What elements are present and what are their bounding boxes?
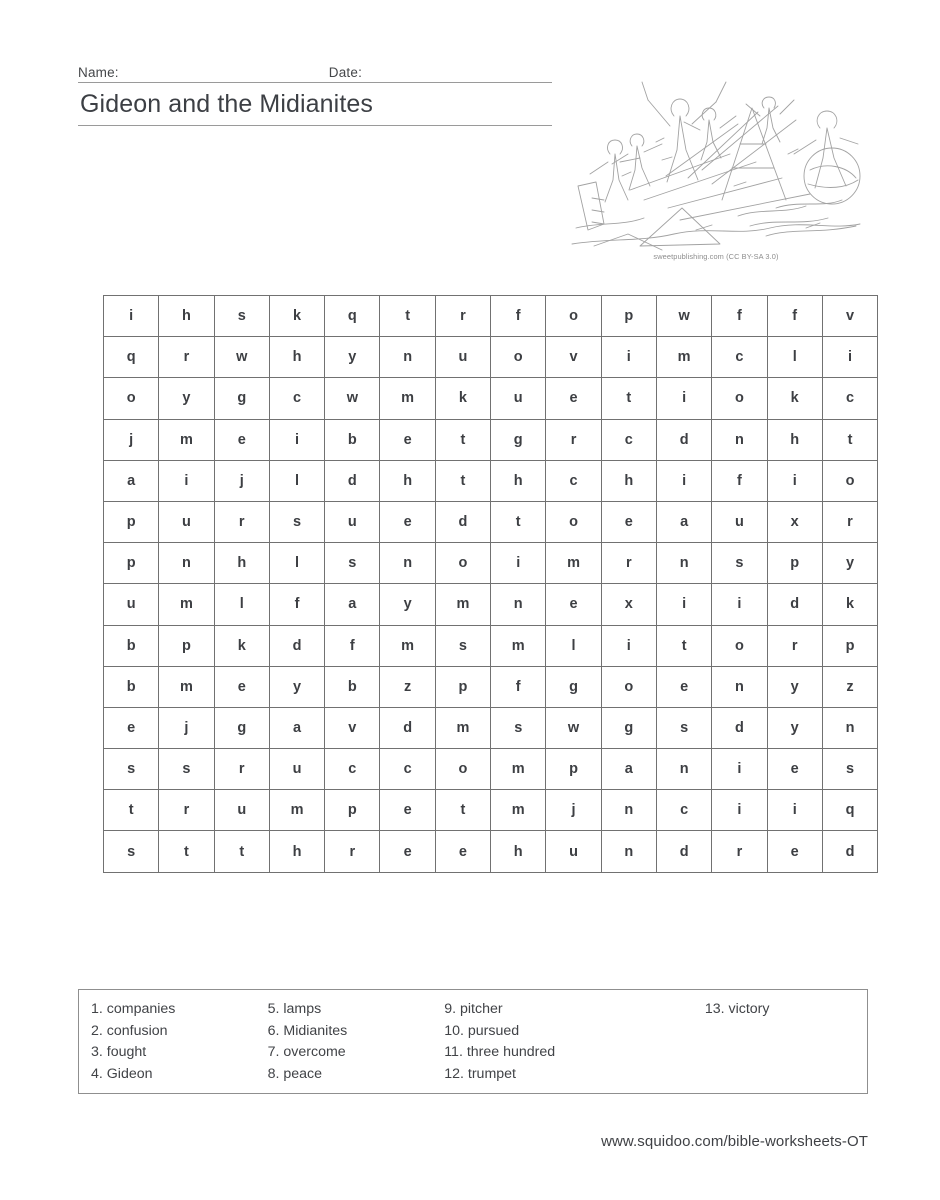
- word-search-cell[interactable]: j: [104, 419, 159, 460]
- word-search-cell[interactable]: f: [491, 296, 546, 337]
- word-search-cell[interactable]: r: [325, 831, 380, 872]
- word-search-cell[interactable]: i: [491, 543, 546, 584]
- word-search-cell[interactable]: u: [214, 790, 269, 831]
- word-list-column-2: [268, 999, 445, 1085]
- word-search-cell[interactable]: l: [767, 337, 822, 378]
- word-search-cell[interactable]: n: [380, 543, 435, 584]
- word-search-cell[interactable]: t: [214, 831, 269, 872]
- word-search-cell[interactable]: k: [822, 584, 877, 625]
- word-search-cell[interactable]: y: [767, 666, 822, 707]
- word-search-cell[interactable]: q: [104, 337, 159, 378]
- word-list-item: 13. victory: [704, 1001, 770, 1017]
- title-rule: [78, 125, 552, 126]
- word-list-item: 12. trumpet: [444, 1065, 516, 1082]
- word-list-column-1: [91, 999, 268, 1085]
- illustration-credit: sweetpublishing.com (CC BY-SA 3.0): [653, 252, 779, 261]
- word-search-cell[interactable]: q: [822, 790, 877, 831]
- word-search-cell[interactable]: t: [491, 501, 546, 542]
- word-search-cell[interactable]: k: [767, 378, 822, 419]
- word-search-cell[interactable]: t: [435, 419, 490, 460]
- word-search-cell[interactable]: u: [435, 337, 490, 378]
- word-search-cell[interactable]: s: [491, 707, 546, 748]
- word-search-cell[interactable]: e: [380, 419, 435, 460]
- word-search-cell[interactable]: e: [767, 831, 822, 872]
- word-search-cell[interactable]: u: [325, 501, 380, 542]
- word-list-item: 6. Midianites: [267, 1022, 348, 1039]
- word-search-cell[interactable]: o: [491, 337, 546, 378]
- word-search-cell[interactable]: a: [656, 501, 711, 542]
- word-search-cell[interactable]: i: [712, 749, 767, 790]
- word-search-cell[interactable]: m: [546, 543, 601, 584]
- word-search-cell[interactable]: m: [380, 378, 435, 419]
- word-search-cell[interactable]: w: [656, 296, 711, 337]
- word-search-cell[interactable]: n: [601, 790, 656, 831]
- word-search-cell[interactable]: d: [767, 584, 822, 625]
- word-search-cell[interactable]: d: [712, 707, 767, 748]
- word-search-cell[interactable]: n: [712, 666, 767, 707]
- word-search-cell[interactable]: e: [214, 419, 269, 460]
- illustration-block: [570, 58, 862, 270]
- word-search-cell[interactable]: b: [325, 666, 380, 707]
- word-search-cell[interactable]: j: [214, 460, 269, 501]
- word-search-cell[interactable]: t: [380, 296, 435, 337]
- word-search-cell[interactable]: a: [269, 707, 324, 748]
- word-search-row: [104, 831, 878, 872]
- word-search-cell[interactable]: y: [767, 707, 822, 748]
- word-search-cell[interactable]: e: [104, 707, 159, 748]
- word-list-item: 1. companies: [91, 1001, 176, 1017]
- word-search-cell[interactable]: n: [656, 749, 711, 790]
- word-search-row: [104, 666, 878, 707]
- word-search-cell[interactable]: c: [822, 378, 877, 419]
- word-search-cell[interactable]: s: [325, 543, 380, 584]
- word-search-row: [104, 584, 878, 625]
- word-search-cell[interactable]: y: [159, 378, 214, 419]
- word-search-cell[interactable]: d: [380, 707, 435, 748]
- word-search-cell[interactable]: h: [214, 543, 269, 584]
- word-search-cell[interactable]: m: [159, 666, 214, 707]
- word-search-cell[interactable]: g: [601, 707, 656, 748]
- word-search-cell[interactable]: c: [712, 337, 767, 378]
- word-list-box: [78, 989, 868, 1094]
- word-search-cell[interactable]: i: [269, 419, 324, 460]
- word-search-cell[interactable]: w: [325, 378, 380, 419]
- word-search-cell[interactable]: x: [601, 584, 656, 625]
- word-search-cell[interactable]: f: [712, 296, 767, 337]
- word-search-cell[interactable]: t: [601, 378, 656, 419]
- word-search-cell[interactable]: n: [601, 831, 656, 872]
- word-search-cell[interactable]: k: [269, 296, 324, 337]
- word-search-cell[interactable]: o: [822, 460, 877, 501]
- word-search-cell[interactable]: c: [656, 790, 711, 831]
- word-search-cell[interactable]: p: [104, 543, 159, 584]
- word-search-row: [104, 543, 878, 584]
- word-search-cell[interactable]: r: [822, 501, 877, 542]
- word-search-cell[interactable]: m: [656, 337, 711, 378]
- word-search-grid-body: [104, 296, 878, 873]
- word-search-cell[interactable]: c: [269, 378, 324, 419]
- word-search-cell[interactable]: m: [159, 584, 214, 625]
- word-search-cell[interactable]: a: [601, 749, 656, 790]
- word-search-cell[interactable]: e: [380, 790, 435, 831]
- word-search-cell[interactable]: o: [712, 625, 767, 666]
- word-search-cell[interactable]: f: [767, 296, 822, 337]
- word-search-cell[interactable]: p: [767, 543, 822, 584]
- word-search-cell[interactable]: b: [104, 625, 159, 666]
- word-search-cell[interactable]: h: [767, 419, 822, 460]
- word-search-cell[interactable]: n: [712, 419, 767, 460]
- word-list-item: 5. lamps: [267, 1001, 322, 1017]
- battle-scene-illustration: [570, 58, 862, 254]
- word-search-cell[interactable]: d: [656, 831, 711, 872]
- word-search-row: [104, 460, 878, 501]
- word-list-item: 8. peace: [267, 1065, 323, 1082]
- word-search-cell[interactable]: r: [546, 419, 601, 460]
- word-search-cell[interactable]: i: [601, 337, 656, 378]
- word-search-cell[interactable]: e: [656, 666, 711, 707]
- word-search-cell[interactable]: o: [435, 543, 490, 584]
- word-search-cell[interactable]: i: [656, 460, 711, 501]
- word-search-cell[interactable]: p: [435, 666, 490, 707]
- word-search-cell[interactable]: t: [435, 790, 490, 831]
- name-label: Name:: [78, 65, 119, 80]
- word-search-cell[interactable]: k: [214, 625, 269, 666]
- word-search-cell[interactable]: r: [214, 749, 269, 790]
- word-search-cell[interactable]: r: [159, 337, 214, 378]
- word-search-cell[interactable]: x: [767, 501, 822, 542]
- word-search-cell[interactable]: f: [712, 460, 767, 501]
- word-search-cell[interactable]: j: [159, 707, 214, 748]
- word-search-cell[interactable]: r: [601, 543, 656, 584]
- word-search-cell[interactable]: w: [214, 337, 269, 378]
- word-search-cell[interactable]: a: [104, 460, 159, 501]
- word-search-cell[interactable]: s: [656, 707, 711, 748]
- word-search-cell[interactable]: c: [546, 460, 601, 501]
- word-list-item: 10. pursued: [444, 1022, 520, 1039]
- word-search-cell[interactable]: t: [159, 831, 214, 872]
- name-date-row: [78, 58, 552, 82]
- word-search-cell[interactable]: m: [269, 790, 324, 831]
- word-list-item: 11. three hundred: [444, 1044, 556, 1060]
- word-search-cell[interactable]: t: [435, 460, 490, 501]
- word-search-cell[interactable]: n: [656, 543, 711, 584]
- word-search-cell[interactable]: y: [380, 584, 435, 625]
- word-search-cell[interactable]: p: [325, 790, 380, 831]
- word-search-cell[interactable]: t: [104, 790, 159, 831]
- word-search-cell[interactable]: p: [601, 296, 656, 337]
- word-search-cell[interactable]: c: [601, 419, 656, 460]
- word-search-cell[interactable]: i: [822, 337, 877, 378]
- word-search-cell[interactable]: i: [656, 584, 711, 625]
- word-search-cell[interactable]: k: [435, 378, 490, 419]
- word-search-cell[interactable]: l: [269, 543, 324, 584]
- word-search-cell[interactable]: u: [159, 501, 214, 542]
- word-search-row: [104, 501, 878, 542]
- word-search-cell[interactable]: u: [712, 501, 767, 542]
- word-search-cell[interactable]: c: [325, 749, 380, 790]
- word-search-cell[interactable]: z: [380, 666, 435, 707]
- word-search-cell[interactable]: o: [104, 378, 159, 419]
- word-search-cell[interactable]: o: [546, 296, 601, 337]
- word-search-cell[interactable]: h: [491, 831, 546, 872]
- word-search-cell[interactable]: i: [712, 584, 767, 625]
- word-search-cell[interactable]: r: [435, 296, 490, 337]
- word-search-cell[interactable]: i: [601, 625, 656, 666]
- word-search-cell[interactable]: q: [325, 296, 380, 337]
- word-search-cell[interactable]: e: [380, 501, 435, 542]
- word-search-row: [104, 419, 878, 460]
- word-search-cell[interactable]: d: [435, 501, 490, 542]
- word-search-row: [104, 378, 878, 419]
- word-search-cell[interactable]: v: [822, 296, 877, 337]
- word-search-cell[interactable]: i: [656, 378, 711, 419]
- word-search-row: [104, 749, 878, 790]
- word-search-cell[interactable]: s: [214, 296, 269, 337]
- word-search-cell[interactable]: e: [767, 749, 822, 790]
- word-search-cell[interactable]: r: [214, 501, 269, 542]
- word-search-cell[interactable]: d: [325, 460, 380, 501]
- word-search-cell[interactable]: s: [159, 749, 214, 790]
- word-list-column-3: [444, 999, 621, 1085]
- word-search-cell[interactable]: z: [822, 666, 877, 707]
- word-search-cell[interactable]: m: [491, 749, 546, 790]
- word-search-cell[interactable]: f: [269, 584, 324, 625]
- word-search-cell[interactable]: s: [822, 749, 877, 790]
- word-search-cell[interactable]: r: [712, 831, 767, 872]
- word-list-item: 9. pitcher: [444, 1001, 503, 1017]
- word-search-cell[interactable]: r: [767, 625, 822, 666]
- word-list-column-4: [621, 999, 867, 1085]
- word-search-row: [104, 707, 878, 748]
- word-search-cell[interactable]: e: [546, 378, 601, 419]
- word-search-cell[interactable]: n: [380, 337, 435, 378]
- word-search-cell[interactable]: g: [546, 666, 601, 707]
- word-search-cell[interactable]: i: [767, 790, 822, 831]
- word-search-cell[interactable]: n: [822, 707, 877, 748]
- word-search-cell[interactable]: s: [712, 543, 767, 584]
- word-search-cell[interactable]: m: [159, 419, 214, 460]
- word-search-cell[interactable]: i: [712, 790, 767, 831]
- word-search-cell[interactable]: h: [269, 337, 324, 378]
- word-search-cell[interactable]: f: [491, 666, 546, 707]
- word-search-cell[interactable]: u: [269, 749, 324, 790]
- date-label: Date:: [328, 65, 363, 80]
- word-list-item: 4. Gideon: [91, 1065, 153, 1082]
- word-search-cell[interactable]: e: [601, 501, 656, 542]
- word-search-cell[interactable]: o: [546, 501, 601, 542]
- word-search-cell[interactable]: e: [380, 831, 435, 872]
- word-search-row: [104, 296, 878, 337]
- word-search-cell[interactable]: d: [822, 831, 877, 872]
- word-search-cell[interactable]: v: [546, 337, 601, 378]
- word-search-row: [104, 625, 878, 666]
- word-search-cell[interactable]: u: [104, 584, 159, 625]
- word-search-cell[interactable]: j: [546, 790, 601, 831]
- word-search-cell[interactable]: n: [491, 584, 546, 625]
- word-search-cell[interactable]: s: [269, 501, 324, 542]
- word-search-cell[interactable]: y: [269, 666, 324, 707]
- word-search-grid[interactable]: [103, 295, 878, 873]
- word-search-cell[interactable]: e: [214, 666, 269, 707]
- word-search-cell[interactable]: a: [325, 584, 380, 625]
- word-search-cell[interactable]: m: [380, 625, 435, 666]
- word-search-cell[interactable]: p: [822, 625, 877, 666]
- word-search-cell[interactable]: d: [656, 419, 711, 460]
- word-search-cell[interactable]: u: [546, 831, 601, 872]
- word-search-cell[interactable]: f: [325, 625, 380, 666]
- word-search-cell[interactable]: s: [104, 831, 159, 872]
- word-search-cell[interactable]: b: [325, 419, 380, 460]
- word-search-row: [104, 337, 878, 378]
- word-search-cell[interactable]: u: [491, 378, 546, 419]
- word-search-cell[interactable]: h: [491, 460, 546, 501]
- word-search-cell[interactable]: s: [104, 749, 159, 790]
- word-search-cell[interactable]: o: [435, 749, 490, 790]
- word-search-row: [104, 790, 878, 831]
- word-search-cell[interactable]: h: [269, 831, 324, 872]
- word-search-cell[interactable]: p: [159, 625, 214, 666]
- word-search-cell[interactable]: t: [656, 625, 711, 666]
- word-search-cell[interactable]: h: [380, 460, 435, 501]
- word-search-cell[interactable]: m: [435, 707, 490, 748]
- word-search-cell[interactable]: h: [159, 296, 214, 337]
- word-search-cell[interactable]: i: [159, 460, 214, 501]
- word-list-item: 7. overcome: [267, 1044, 346, 1060]
- word-search-cell[interactable]: m: [491, 625, 546, 666]
- word-search-cell[interactable]: r: [159, 790, 214, 831]
- word-search-cell[interactable]: i: [104, 296, 159, 337]
- word-search-cell[interactable]: m: [435, 584, 490, 625]
- word-search-cell[interactable]: w: [546, 707, 601, 748]
- word-search-cell[interactable]: e: [546, 584, 601, 625]
- word-search-cell[interactable]: s: [435, 625, 490, 666]
- word-search-cell[interactable]: n: [159, 543, 214, 584]
- word-search-cell[interactable]: g: [491, 419, 546, 460]
- word-search-cell[interactable]: v: [325, 707, 380, 748]
- word-search-cell[interactable]: g: [214, 707, 269, 748]
- worksheet-header: [78, 58, 552, 126]
- word-search-cell[interactable]: y: [325, 337, 380, 378]
- word-search-cell[interactable]: d: [269, 625, 324, 666]
- word-search-cell[interactable]: o: [712, 378, 767, 419]
- word-search-cell[interactable]: e: [435, 831, 490, 872]
- word-search-cell[interactable]: p: [104, 501, 159, 542]
- word-search-cell[interactable]: l: [214, 584, 269, 625]
- word-search-cell[interactable]: t: [822, 419, 877, 460]
- page-title: Gideon and the Midianites: [80, 90, 373, 118]
- word-list-item: 3. fought: [91, 1044, 147, 1060]
- word-list-columns: [79, 990, 867, 1085]
- word-search-cell[interactable]: c: [380, 749, 435, 790]
- word-search-cell[interactable]: p: [546, 749, 601, 790]
- word-search-cell[interactable]: b: [104, 666, 159, 707]
- word-search-cell[interactable]: o: [601, 666, 656, 707]
- footer-url: www.squidoo.com/bible-worksheets-OT: [601, 1133, 868, 1150]
- word-search-cell[interactable]: y: [822, 543, 877, 584]
- word-search-cell[interactable]: l: [546, 625, 601, 666]
- word-list-item: 2. confusion: [91, 1022, 168, 1039]
- word-search-cell[interactable]: h: [601, 460, 656, 501]
- word-search-cell[interactable]: m: [491, 790, 546, 831]
- word-search-cell[interactable]: g: [214, 378, 269, 419]
- word-search-cell[interactable]: i: [767, 460, 822, 501]
- word-search-cell[interactable]: l: [269, 460, 324, 501]
